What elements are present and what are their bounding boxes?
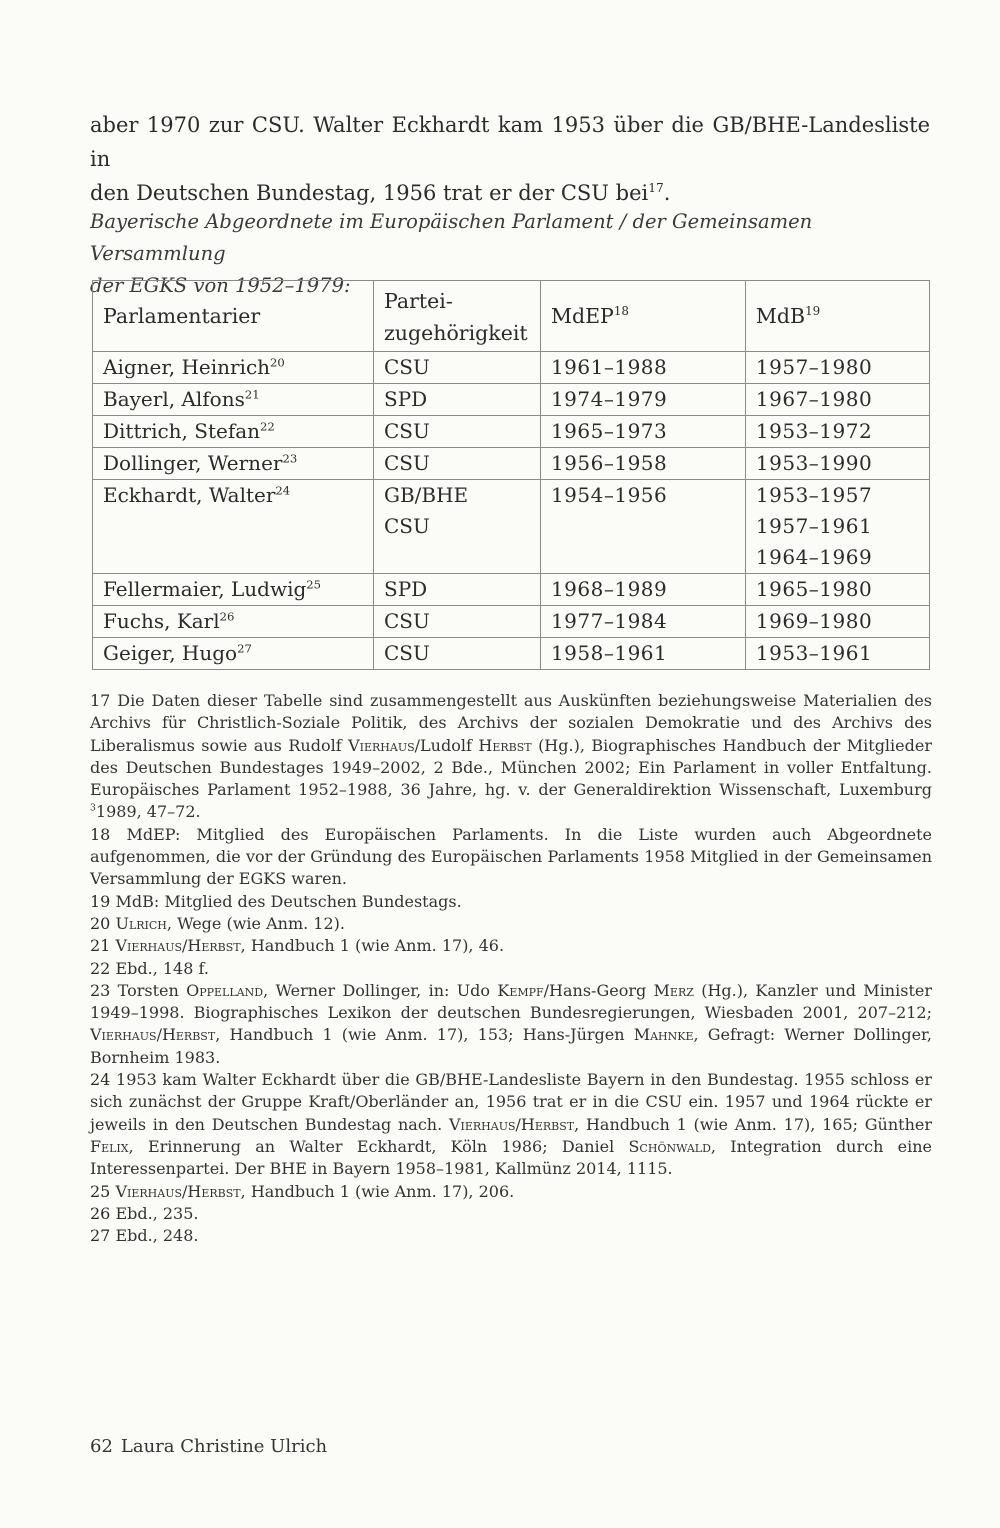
footnote-ref-17[interactable]: 17 <box>648 181 664 195</box>
caption-line-2: der EGKS von 1952–1979: <box>90 274 351 297</box>
cell-mdep: 1958–1961 <box>540 638 745 670</box>
cell-mdb: 1953–1961 <box>745 638 929 670</box>
footnote-21: 21 Vierhaus/Herbst, Handbuch 1 (wie Anm. 17), 46. <box>90 936 505 956</box>
footnote-ref-18[interactable]: 18 <box>613 304 629 319</box>
cell-mdep: 1977–1984 <box>540 606 745 638</box>
cell-name: Dittrich, Stefan$^{22}$ <box>93 416 374 448</box>
page-number: 62 <box>90 1436 113 1457</box>
cell-party: CSU <box>374 352 541 384</box>
cell-mdb: 1969–1980 <box>745 606 929 638</box>
footnote-19: 19 MdB: Mitglied des Deutschen Bundestags. <box>90 891 462 911</box>
header-parlamentarier: Parlamentarier <box>93 281 374 352</box>
cell-mdep: 1954–1956 <box>540 480 745 574</box>
footnote-17: 17 Die Daten dieser Tabelle sind zusammengestellt aus Auskünften beziehungsweise Materialien des Archivs für Christlich-Soziale Politik, des Archivs der sozialen Demokratie und des Archivs des Liberalismus sowie aus Rudolf Vierhaus/Ludolf Herbst (Hg.), Biographisches Handbuch der Mitglieder des Deutschen Bundestages 1949–2002, 2 Bde., München 2002; Ein Parlament in voller Entfaltung. Europäisches Parlament 1952–1988, 36 Jahre, hg. v. der Generaldirektion Wissenschaft, Luxemburg $^3$1989, 47–72. <box>90 691 932 822</box>
footnote-ref[interactable]: 22 <box>260 419 275 434</box>
header-mdb: MdB$^{19}$ <box>745 281 929 352</box>
cell-mdep: 1968–1989 <box>540 574 745 606</box>
footnotes <box>90 690 932 1247</box>
cell-mdep: 1956–1958 <box>540 448 745 480</box>
footnote-ref[interactable]: 25 <box>306 577 322 592</box>
footnote-ref-19[interactable]: 19 <box>805 304 821 319</box>
cell-party: CSU <box>374 638 541 670</box>
cell-mdb: 1953–1957 1957–1961 1964–1969 <box>745 480 929 574</box>
table-row <box>93 574 930 606</box>
cell-mdb: 1967–1980 <box>745 384 929 416</box>
intro-line-2-end: . <box>663 181 671 205</box>
footnote-ref[interactable]: 24 <box>275 483 291 498</box>
table-row <box>93 416 930 448</box>
table-row <box>93 638 930 670</box>
cell-mdb: 1953–1972 <box>745 416 929 448</box>
table-row <box>93 352 930 384</box>
table-row <box>93 384 930 416</box>
header-mdep: MdEP$^{18}$ <box>540 281 745 352</box>
cell-party: CSU <box>374 606 541 638</box>
footnote-ref[interactable]: 26 <box>219 609 235 624</box>
footnote-ref[interactable]: 27 <box>237 641 252 656</box>
intro-line-1: aber 1970 zur CSU. Walter Eckhardt kam 1953 über die GB/BHE-Landesliste in <box>90 113 930 171</box>
footnote-24: 24 1953 kam Walter Eckhardt über die GB/BHE-Landesliste Bayern in den Bundestag. 1955 schloss er sich zunächst der Gruppe Kraft/Oberländer an, 1956 trat er in die CSU ein. 1957 und 1964 rückte er jeweils in den Deutschen Bundestag nach. Vierhaus/Herbst, Handbuch 1 (wie Anm. 17), 165; Günther Felix, Erinnerung an Walter Eckhardt, Köln 1986; Daniel Schönwald, Integration durch eine Interessenpartei. Der BHE in Bayern 1958–1981, Kallmünz 2014, 1115. <box>90 1070 933 1179</box>
intro-paragraph <box>90 108 930 210</box>
table-row <box>93 448 930 480</box>
footnote-ref[interactable]: 21 <box>244 387 260 402</box>
footnote-20: 20 Ulrich, Wege (wie Anm. 12). <box>90 913 345 933</box>
footnote-23: 23 Torsten Oppelland, Werner Dollinger, in: Udo Kempf/Hans-Georg Merz (Hg.), Kanzler und Minister 1949–1998. Biographisches Lexikon der deutschen Bundesregierungen, Wiesbaden 2001, 207–212; Vierhaus/Herbst, Handbuch 1 (wie Anm. 17), 153; Hans-Jürgen Mahnke, Gefragt: Werner Dollinger, Bornheim 1983. <box>90 980 933 1067</box>
intro-line-2: den Deutschen Bundestag, 1956 trat er der CSU bei <box>90 181 649 205</box>
cell-party: SPD <box>374 574 541 606</box>
footnote-27: 27 Ebd., 248. <box>90 1226 199 1246</box>
parliamentarians-table <box>92 280 930 670</box>
caption-line-1: Bayerische Abgeordnete im Europäischen Parlament / der Gemeinsamen Versammlung <box>90 210 813 265</box>
cell-mdb: 1957–1980 <box>745 352 929 384</box>
header-partei: Partei- zugehörigkeit <box>374 281 541 352</box>
cell-name: Geiger, Hugo$^{27}$ <box>93 638 374 670</box>
running-author: Laura Christine Ulrich <box>120 1436 328 1457</box>
cell-name: Fellermaier, Ludwig$^{25}$ <box>93 574 374 606</box>
cell-party: CSU <box>374 416 541 448</box>
cell-name: Aigner, Heinrich$^{20}$ <box>93 352 374 384</box>
cell-name: Bayerl, Alfons$^{21}$ <box>93 384 374 416</box>
cell-mdep: 1965–1973 <box>540 416 745 448</box>
cell-mdb: 1965–1980 <box>745 574 929 606</box>
cell-party: GB/BHE CSU <box>374 480 541 574</box>
footnote-ref[interactable]: 23 <box>282 451 298 466</box>
cell-party: SPD <box>374 384 541 416</box>
footnote-26: 26 Ebd., 235. <box>90 1203 199 1223</box>
table-row <box>93 606 930 638</box>
footnote-18: 18 MdEP: Mitglied des Europäischen Parlaments. In die Liste wurden auch Abgeordnete aufgenommen, die vor der Gründung des Europäischen Parlaments 1958 Mitglied in der Gemeinsamen Versammlung der EGKS waren. <box>90 824 932 889</box>
cell-mdb: 1953–1990 <box>745 448 929 480</box>
cell-mdep: 1961–1988 <box>540 352 745 384</box>
footnote-ref[interactable]: 20 <box>270 355 285 370</box>
cell-mdep: 1974–1979 <box>540 384 745 416</box>
cell-name: Dollinger, Werner$^{23}$ <box>93 448 374 480</box>
footnote-22: 22 Ebd., 148 f. <box>90 958 209 978</box>
cell-party: CSU <box>374 448 541 480</box>
page-footer <box>90 1436 327 1457</box>
footnote-25: 25 Vierhaus/Herbst, Handbuch 1 (wie Anm. 17), 206. <box>90 1181 515 1201</box>
cell-name: Eckhardt, Walter$^{24}$ <box>93 480 374 574</box>
table-row <box>93 480 930 574</box>
cell-name: Fuchs, Karl$^{26}$ <box>93 606 374 638</box>
table-header-row <box>93 281 930 352</box>
